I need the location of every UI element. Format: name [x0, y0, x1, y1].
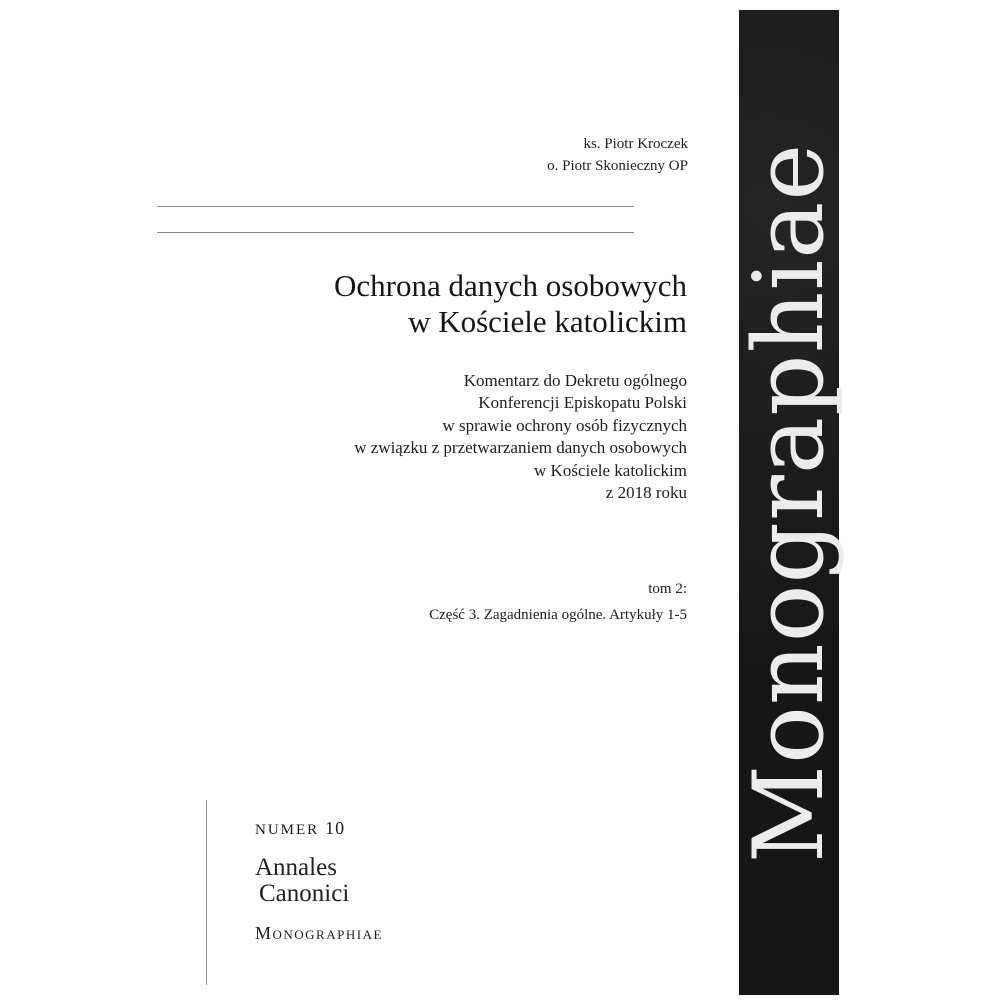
- title-line-1: Ochrona danych osobowych: [334, 268, 687, 303]
- author-2: o. Piotr Skonieczny OP: [547, 158, 688, 174]
- spine-band: [733, 10, 845, 995]
- author-1: ks. Piotr Kroczek: [583, 136, 688, 152]
- authors: [547, 133, 688, 177]
- series-number-label: NUMER: [255, 822, 320, 838]
- book-subtitle: [354, 370, 687, 504]
- series-block: [255, 818, 383, 944]
- subtitle-line-3: w sprawie ochrony osób fizycznych: [442, 415, 687, 435]
- subtitle-line-5: w Kościele katolickim: [534, 460, 687, 480]
- volume-info: [429, 576, 687, 628]
- series-number-value: 10: [325, 818, 346, 838]
- book-title: [334, 268, 687, 340]
- divider-top: [157, 206, 634, 207]
- subtitle-line-6: z 2018 roku: [605, 483, 687, 503]
- series-collection: Monographiae: [255, 923, 383, 943]
- volume-part: Część 3. Zagadnienia ogólne. Artykuły 1-5: [429, 607, 687, 623]
- series-vertical-rule: [206, 800, 207, 985]
- series-name-line-2: Canonici: [259, 880, 350, 907]
- subtitle-line-4: w związku z przetwarzaniem danych osobowych: [354, 438, 687, 458]
- subtitle-line-1: Komentarz do Dekretu ogólnego: [463, 371, 687, 390]
- spine-title: Monographiae: [733, 142, 845, 863]
- divider-bottom: [157, 232, 634, 233]
- subtitle-line-2: Konferencji Episkopatu Polski: [478, 393, 687, 413]
- series-name: [255, 855, 383, 907]
- volume-number: tom 2:: [648, 581, 687, 597]
- title-line-2: w Kościele katolickim: [408, 304, 687, 339]
- series-name-line-1: Annales: [255, 854, 337, 881]
- series-number: [255, 818, 383, 839]
